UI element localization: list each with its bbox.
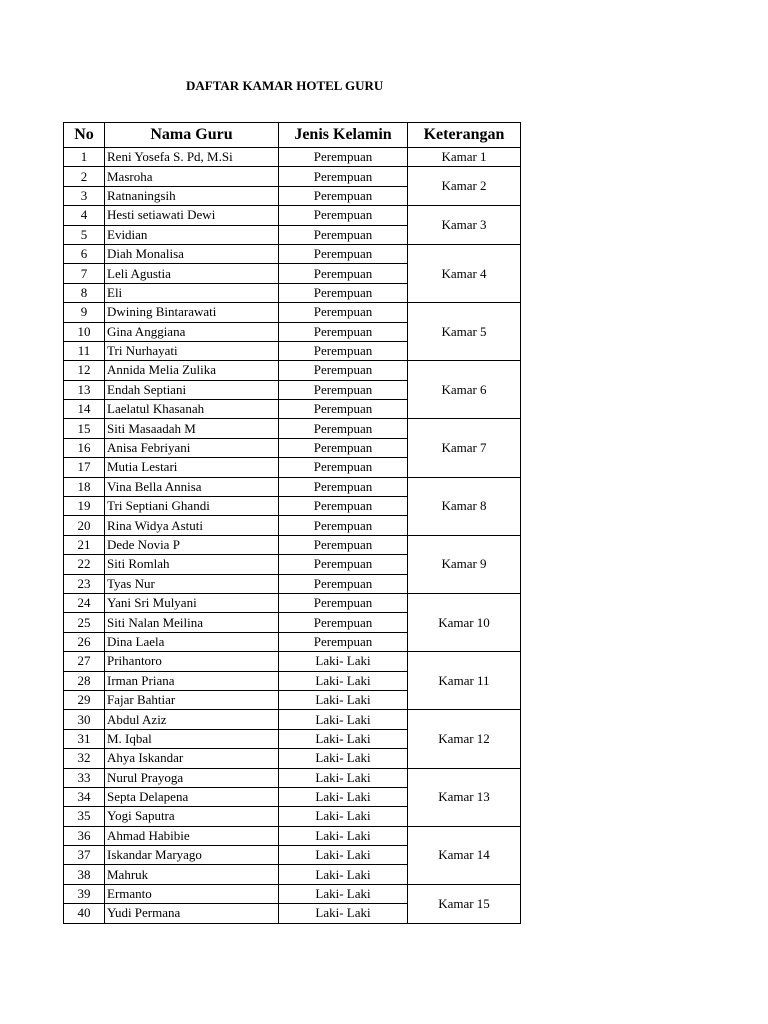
room-label: Kamar 14: [408, 826, 521, 884]
teacher-name: Reni Yosefa S. Pd, M.Si: [105, 148, 279, 167]
room-label: Kamar 2: [408, 167, 521, 206]
teacher-gender: Perempuan: [279, 419, 408, 438]
table-row: [64, 710, 521, 729]
row-number: 21: [64, 535, 105, 554]
table-body: [64, 148, 521, 924]
header-gender: Jenis Kelamin: [279, 123, 408, 148]
teacher-name: Laelatul Khasanah: [105, 400, 279, 419]
row-number: 35: [64, 807, 105, 826]
teacher-name: Yogi Saputra: [105, 807, 279, 826]
teacher-name: Endah Septiani: [105, 380, 279, 399]
teacher-name: Irman Priana: [105, 671, 279, 690]
teacher-gender: Laki- Laki: [279, 807, 408, 826]
teacher-gender: Perempuan: [279, 477, 408, 496]
teacher-name: Prihantoro: [105, 652, 279, 671]
row-number: 9: [64, 303, 105, 322]
teacher-name: Siti Romlah: [105, 555, 279, 574]
room-label: Kamar 12: [408, 710, 521, 768]
teacher-room-table: [63, 122, 521, 924]
room-label: Kamar 7: [408, 419, 521, 477]
table-row: [64, 652, 521, 671]
teacher-gender: Perempuan: [279, 555, 408, 574]
teacher-name: Nurul Prayoga: [105, 768, 279, 787]
teacher-gender: Perempuan: [279, 400, 408, 419]
teacher-name: Ahmad Habibie: [105, 826, 279, 845]
row-number: 31: [64, 729, 105, 748]
table-row: [64, 768, 521, 787]
teacher-gender: Perempuan: [279, 225, 408, 244]
teacher-gender: Perempuan: [279, 303, 408, 322]
room-label: Kamar 6: [408, 361, 521, 419]
teacher-gender: Perempuan: [279, 167, 408, 186]
teacher-gender: Perempuan: [279, 186, 408, 205]
table-row: [64, 884, 521, 903]
row-number: 38: [64, 865, 105, 884]
row-number: 6: [64, 244, 105, 263]
row-number: 8: [64, 283, 105, 302]
row-number: 18: [64, 477, 105, 496]
table-row: [64, 361, 521, 380]
teacher-name: Hesti setiawati Dewi: [105, 206, 279, 225]
teacher-gender: Perempuan: [279, 361, 408, 380]
teacher-name: M. Iqbal: [105, 729, 279, 748]
teacher-name: Abdul Aziz: [105, 710, 279, 729]
teacher-name: Leli Agustia: [105, 264, 279, 283]
row-number: 32: [64, 749, 105, 768]
table-row: [64, 419, 521, 438]
room-label: Kamar 10: [408, 593, 521, 651]
row-number: 23: [64, 574, 105, 593]
teacher-gender: Laki- Laki: [279, 787, 408, 806]
teacher-name: Septa Delapena: [105, 787, 279, 806]
teacher-gender: Perempuan: [279, 264, 408, 283]
table-row: [64, 244, 521, 263]
row-number: 36: [64, 826, 105, 845]
teacher-name: Annida Melia Zulika: [105, 361, 279, 380]
row-number: 14: [64, 400, 105, 419]
teacher-gender: Perempuan: [279, 574, 408, 593]
row-number: 24: [64, 593, 105, 612]
row-number: 26: [64, 632, 105, 651]
header-no: No: [64, 123, 105, 148]
teacher-gender: Perempuan: [279, 206, 408, 225]
row-number: 40: [64, 904, 105, 923]
room-label: Kamar 1: [408, 148, 521, 167]
teacher-name: Fajar Bahtiar: [105, 690, 279, 709]
room-label: Kamar 11: [408, 652, 521, 710]
teacher-gender: Perempuan: [279, 322, 408, 341]
header-row: [64, 123, 521, 148]
teacher-gender: Perempuan: [279, 438, 408, 457]
row-number: 4: [64, 206, 105, 225]
row-number: 5: [64, 225, 105, 244]
table-row: [64, 535, 521, 554]
table-row: [64, 477, 521, 496]
teacher-name: Rina Widya Astuti: [105, 516, 279, 535]
teacher-gender: Laki- Laki: [279, 884, 408, 903]
teacher-name: Mutia Lestari: [105, 458, 279, 477]
teacher-gender: Laki- Laki: [279, 729, 408, 748]
teacher-name: Anisa Febriyani: [105, 438, 279, 457]
teacher-name: Iskandar Maryago: [105, 846, 279, 865]
row-number: 29: [64, 690, 105, 709]
teacher-name: Ermanto: [105, 884, 279, 903]
row-number: 28: [64, 671, 105, 690]
teacher-name: Gina Anggiana: [105, 322, 279, 341]
teacher-gender: Laki- Laki: [279, 865, 408, 884]
room-label: Kamar 5: [408, 303, 521, 361]
teacher-gender: Laki- Laki: [279, 710, 408, 729]
row-number: 20: [64, 516, 105, 535]
row-number: 1: [64, 148, 105, 167]
teacher-gender: Laki- Laki: [279, 652, 408, 671]
teacher-gender: Perempuan: [279, 516, 408, 535]
teacher-name: Siti Nalan Meilina: [105, 613, 279, 632]
row-number: 16: [64, 438, 105, 457]
teacher-gender: Perempuan: [279, 535, 408, 554]
row-number: 39: [64, 884, 105, 903]
teacher-gender: Perempuan: [279, 148, 408, 167]
row-number: 7: [64, 264, 105, 283]
teacher-gender: Perempuan: [279, 341, 408, 360]
row-number: 2: [64, 167, 105, 186]
teacher-name: Masroha: [105, 167, 279, 186]
teacher-gender: Laki- Laki: [279, 846, 408, 865]
row-number: 13: [64, 380, 105, 399]
teacher-gender: Laki- Laki: [279, 671, 408, 690]
row-number: 34: [64, 787, 105, 806]
table-row: [64, 826, 521, 845]
row-number: 11: [64, 341, 105, 360]
row-number: 19: [64, 497, 105, 516]
header-name: Nama Guru: [105, 123, 279, 148]
row-number: 30: [64, 710, 105, 729]
teacher-gender: Perempuan: [279, 283, 408, 302]
teacher-gender: Perempuan: [279, 458, 408, 477]
room-label: Kamar 9: [408, 535, 521, 593]
teacher-gender: Laki- Laki: [279, 826, 408, 845]
row-number: 15: [64, 419, 105, 438]
teacher-gender: Laki- Laki: [279, 768, 408, 787]
teacher-gender: Perempuan: [279, 593, 408, 612]
row-number: 3: [64, 186, 105, 205]
teacher-gender: Perempuan: [279, 632, 408, 651]
room-label: Kamar 8: [408, 477, 521, 535]
teacher-name: Ratnaningsih: [105, 186, 279, 205]
room-label: Kamar 4: [408, 244, 521, 302]
teacher-name: Diah Monalisa: [105, 244, 279, 263]
teacher-gender: Perempuan: [279, 497, 408, 516]
teacher-name: Ahya Iskandar: [105, 749, 279, 768]
row-number: 12: [64, 361, 105, 380]
teacher-name: Tri Nurhayati: [105, 341, 279, 360]
row-number: 17: [64, 458, 105, 477]
room-label: Kamar 3: [408, 206, 521, 245]
teacher-gender: Laki- Laki: [279, 749, 408, 768]
room-label: Kamar 15: [408, 884, 521, 923]
table-row: [64, 206, 521, 225]
teacher-name: Tyas Nur: [105, 574, 279, 593]
page-title: DAFTAR KAMAR HOTEL GURU: [186, 78, 384, 93]
row-number: 37: [64, 846, 105, 865]
header-note: Keterangan: [408, 123, 521, 148]
teacher-name: Dwining Bintarawati: [105, 303, 279, 322]
teacher-gender: Laki- Laki: [279, 690, 408, 709]
teacher-name: Dede Novia P: [105, 535, 279, 554]
teacher-gender: Laki- Laki: [279, 904, 408, 923]
row-number: 25: [64, 613, 105, 632]
table-row: [64, 593, 521, 612]
teacher-name: Yani Sri Mulyani: [105, 593, 279, 612]
row-number: 33: [64, 768, 105, 787]
teacher-name: Vina Bella Annisa: [105, 477, 279, 496]
row-number: 22: [64, 555, 105, 574]
teacher-name: Tri Septiani Ghandi: [105, 497, 279, 516]
teacher-name: Siti Masaadah M: [105, 419, 279, 438]
teacher-name: Eli: [105, 283, 279, 302]
room-label: Kamar 13: [408, 768, 521, 826]
table-row: [64, 148, 521, 167]
row-number: 27: [64, 652, 105, 671]
teacher-gender: Perempuan: [279, 613, 408, 632]
table-row: [64, 167, 521, 186]
row-number: 10: [64, 322, 105, 341]
teacher-name: Yudi Permana: [105, 904, 279, 923]
table-header: [64, 123, 521, 148]
teacher-gender: Perempuan: [279, 244, 408, 263]
table-row: [64, 303, 521, 322]
teacher-name: Dina Laela: [105, 632, 279, 651]
teacher-gender: Perempuan: [279, 380, 408, 399]
teacher-name: Evidian: [105, 225, 279, 244]
teacher-name: Mahruk: [105, 865, 279, 884]
